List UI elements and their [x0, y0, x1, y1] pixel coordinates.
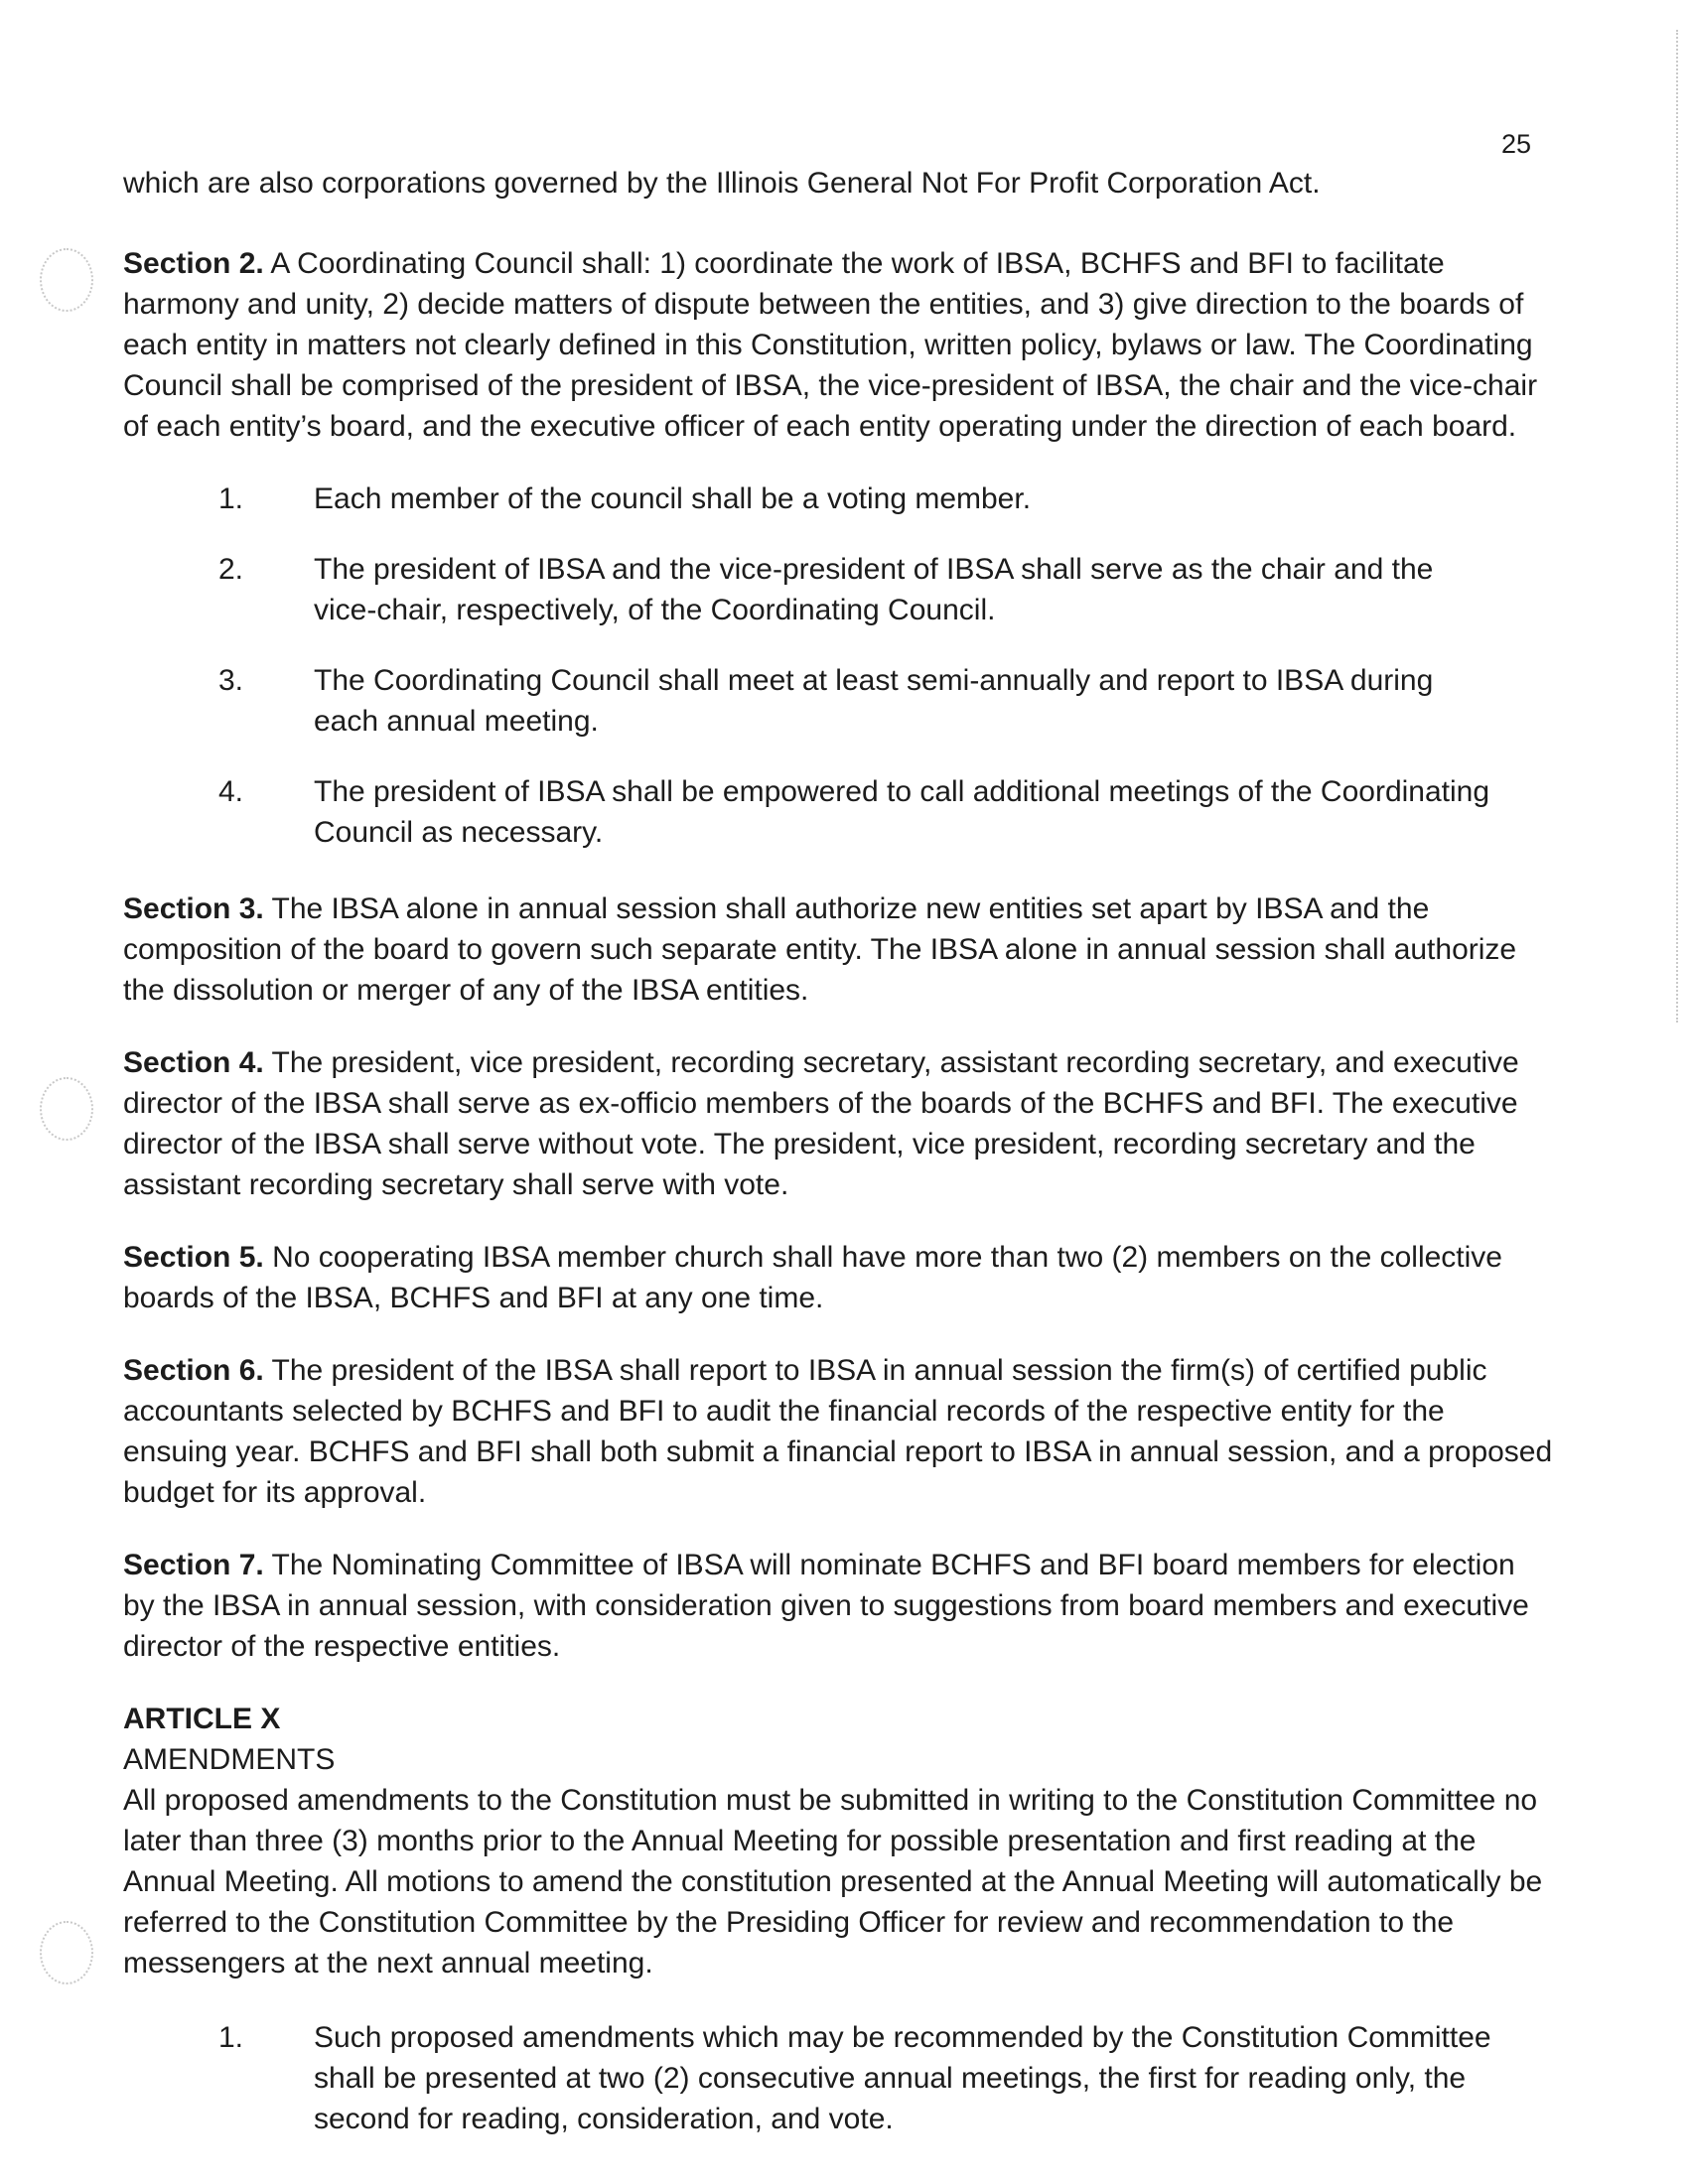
section-2	[123, 243, 1553, 447]
article-subheading: AMENDMENTS	[123, 1743, 336, 1776]
list-item-text: The Coordinating Council shall meet at least semi-annually and report to IBSA during each annual meeting.	[314, 664, 1434, 738]
list-item	[123, 660, 1553, 742]
list-item-text: The president of IBSA and the vice-president of IBSA shall serve as the chair and the vice-chair, respectively, of the Coordinating Council.	[314, 553, 1434, 626]
list-item	[123, 549, 1553, 630]
section-7-text: The Nominating Committee of IBSA will nominate BCHFS and BFI board members for election by the IBSA in annual session, with consideration given to suggestions from board members and executive director of the respective entities.	[123, 1549, 1529, 1663]
list-item-number: 4.	[218, 775, 244, 808]
article-heading: ARTICLE X	[123, 1703, 281, 1735]
article-x-list	[123, 2017, 1553, 2139]
section-7	[123, 1545, 1553, 1667]
punch-hole-top	[40, 248, 93, 312]
page-content	[123, 163, 1553, 2175]
section-4	[123, 1042, 1553, 1205]
section-3-text: The IBSA alone in annual session shall authorize new entities set apart by IBSA and the composition of the board to govern such separate entity. The IBSA alone in annual session shall authorize the dissolution or merger of any of the IBSA entities.	[123, 892, 1517, 1007]
article-text: All proposed amendments to the Constitution must be submitted in writing to the Constitution Committee no later than three (3) months prior to the Annual Meeting for possible presentation and first reading at the Annual Meeting. All motions to amend the constitution presented at the Annual Meeting will automatically be referred to the Constitution Committee by the Presiding Officer for review and recommendation to the messengers at the next annual meeting.	[123, 1784, 1543, 1979]
section-5-text: No cooperating IBSA member church shall have more than two (2) members on the collective boards of the IBSA, BCHFS and BFI at any one time.	[123, 1241, 1502, 1314]
section-5-label: Section 5.	[123, 1241, 264, 1274]
list-item-number: 1.	[218, 2021, 244, 2054]
section-7-label: Section 7.	[123, 1549, 264, 1581]
section-2-list	[123, 478, 1553, 853]
list-item-number: 3.	[218, 664, 244, 697]
section-6-text: The president of the IBSA shall report to IBSA in annual session the firm(s) of certified public accountants selected by BCHFS and BFI to audit the financial records of the respective entity for the ensuing year. BCHFS and BFI shall both submit a financial report to IBSA in annual session, and a proposed budget for its approval.	[123, 1354, 1553, 1509]
section-4-text: The president, vice president, recording secretary, assistant recording secretary, and executive director of the IBSA shall serve as ex-officio members of the boards of the BCHFS and BFI. The executive director of the IBSA shall serve without vote. The president, vice president, recording secretary and the assistant recording secretary shall serve with vote.	[123, 1046, 1519, 1201]
list-item-number: 1.	[218, 482, 244, 515]
list-item-number: 2.	[218, 553, 244, 586]
section-2-label: Section 2.	[123, 247, 264, 280]
lead-paragraph: which are also corporations governed by the Illinois General Not For Profit Corporation Act.	[123, 167, 1321, 200]
section-6	[123, 1350, 1553, 1513]
scan-margin-line	[1676, 30, 1678, 1023]
list-item-text: The president of IBSA shall be empowered to call additional meetings of the Coordinating Council as necessary.	[314, 775, 1490, 849]
section-3	[123, 888, 1553, 1011]
section-6-label: Section 6.	[123, 1354, 264, 1387]
article-x	[123, 1699, 1553, 1983]
section-3-label: Section 3.	[123, 892, 264, 925]
list-item-text: Such proposed amendments which may be recommended by the Constitution Committee shall be presented at two (2) consecutive annual meetings, the first for reading only, the second for reading, consideration, and vote.	[314, 2021, 1491, 2135]
punch-hole-middle	[40, 1077, 93, 1141]
section-2-text: A Coordinating Council shall: 1) coordinate the work of IBSA, BCHFS and BFI to facilitate harmony and unity, 2) decide matters of dispute between the entities, and 3) give direction to the boards of each entity in matters not clearly defined in this Constitution, written policy, bylaws or law. The Coordinating Council shall be comprised of the president of IBSA, the vice-president of IBSA, the chair and the vice-chair of each entity’s board, and the executive officer of each entity operating under the direction of each board.	[123, 247, 1538, 443]
page-number: 25	[1501, 129, 1532, 159]
list-item	[123, 2017, 1553, 2139]
section-4-label: Section 4.	[123, 1046, 264, 1079]
list-item	[123, 771, 1553, 853]
section-5	[123, 1237, 1553, 1318]
list-item	[123, 478, 1553, 519]
punch-hole-bottom	[40, 1921, 93, 1984]
list-item-text: Each member of the council shall be a voting member.	[314, 482, 1032, 515]
